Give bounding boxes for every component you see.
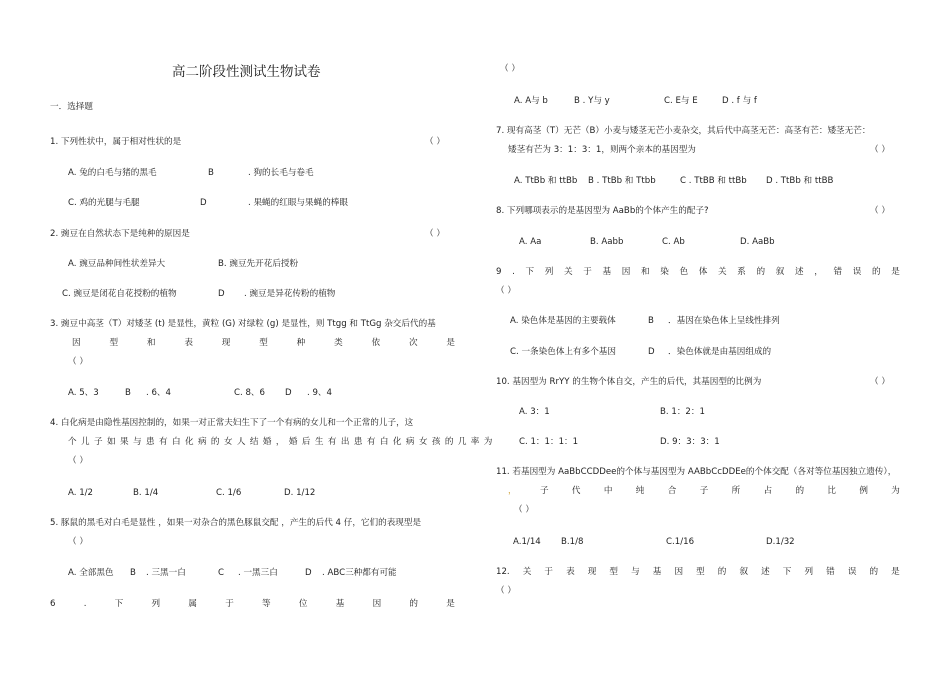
q1-option-b-letter: B <box>208 168 214 178</box>
q3-option-a: A. 5、3 <box>68 388 99 398</box>
q3-word: 表 <box>184 338 193 348</box>
q10-option-d: D. 9：3：3：1 <box>660 437 720 447</box>
q9-word: 错 <box>833 267 843 277</box>
q1-stem: 1. 下列性状中，属于相对性状的是 <box>50 137 182 147</box>
q9-word: 基 <box>602 267 612 277</box>
q11-word: ， <box>508 486 517 496</box>
q6-word: 基 <box>335 599 345 609</box>
q9-word: ， <box>814 267 823 277</box>
q12-word: 型 <box>696 567 705 577</box>
q9-word: 关 <box>717 267 727 277</box>
q11-word: 中 <box>603 486 613 496</box>
q12-word: 列 <box>804 567 814 577</box>
q11-word: 合 <box>667 486 677 496</box>
q12-word: 因 <box>674 567 684 577</box>
q12-word: 下 <box>782 567 792 577</box>
q11-word: 纯 <box>635 486 645 496</box>
q11-option-a: A.1/14 <box>513 537 541 547</box>
q3-stem-justified <box>72 338 455 349</box>
q10-option-b: B. 1：2：1 <box>660 407 705 417</box>
q9-word: . <box>512 267 515 277</box>
page-title: 高二阶段性测试生物试卷 <box>172 64 321 80</box>
q6-word: 属 <box>188 599 197 609</box>
q6-option-d: D . f 与 f <box>722 96 757 106</box>
q9-word: 叙 <box>775 267 785 277</box>
q9-word: 述 <box>794 267 804 277</box>
q5-answer-paren: （ ） <box>68 537 88 547</box>
q2-option-b: B. 豌豆先开花后授粉 <box>218 259 299 269</box>
q9-option-c: C. 一条染色体上有多个基因 <box>510 347 616 357</box>
q6-option-a: A. A与 b <box>514 96 548 106</box>
q11-word: 例 <box>859 486 868 496</box>
q7-option-b: B . TtBb 和 Ttbb <box>588 176 656 186</box>
q5-option-c-letter: C <box>218 568 225 578</box>
q4-option-c: C. 1/6 <box>216 488 242 498</box>
q2-option-d-letter: D <box>218 289 225 299</box>
q2-option-d: . 豌豆是异花传粉的植物 <box>244 289 336 299</box>
q4-option-d: D. 1/12 <box>284 488 316 498</box>
q12-stem-justified <box>496 567 900 578</box>
q9-option-d: ．染色体就是由基因组成的 <box>668 347 772 357</box>
q12-word: 型 <box>609 567 619 577</box>
q11-word: 子 <box>539 486 549 496</box>
q12-word: 错 <box>826 567 835 577</box>
q6-word: 6 <box>50 599 56 609</box>
q3-word: 因 <box>72 338 81 348</box>
q1-option-a: A. 兔的白毛与猪的黑毛 <box>68 168 157 178</box>
q3-word: 现 <box>221 338 231 348</box>
q1-option-d: . 果蝇的红眼与果蝇的棒眼 <box>248 198 348 208</box>
q9-word: 关 <box>563 267 573 277</box>
q10-stem: 10. 基因型为 RrYY 的生物个体自交，产生的后代，其基因型的比例为 <box>496 377 762 387</box>
q8-option-b: B. Aabb <box>590 237 624 247</box>
q3-word: 和 <box>146 338 156 348</box>
q12-word: 于 <box>544 567 554 577</box>
q12-word: 现 <box>587 567 597 577</box>
q9-word: 因 <box>621 267 631 277</box>
q6-word: 下 <box>114 599 124 609</box>
q9-stem-justified <box>496 267 900 278</box>
q2-answer-paren: （ ） <box>425 229 445 239</box>
q6-word: 是 <box>446 599 455 609</box>
q9-word: 下 <box>525 267 535 277</box>
q5-option-b: . 三黑一白 <box>146 568 186 578</box>
q12-word: 与 <box>631 567 640 577</box>
q5-option-c: . 一黑三白 <box>238 568 278 578</box>
q3-word: 类 <box>334 338 343 348</box>
q12-word: 基 <box>652 567 662 577</box>
q8-option-c: C. Ab <box>662 237 685 247</box>
q12-word: 的 <box>869 567 879 577</box>
q9-word: 系 <box>737 267 746 277</box>
q9-option-d-letter: D <box>648 347 655 357</box>
q5-option-d-letter: D <box>305 568 312 578</box>
q8-option-d: D. AaBb <box>740 237 775 247</box>
q1-answer-paren: （ ） <box>425 137 445 147</box>
q7-option-a: A. TtBb 和 ttBb <box>514 176 578 186</box>
q4-option-a: A. 1/2 <box>68 488 94 498</box>
section-heading: 一．选择题 <box>50 102 93 112</box>
q12-word: 关 <box>522 567 532 577</box>
q10-option-c: C. 1：1：1：1 <box>519 437 579 447</box>
q9-word: 染 <box>660 267 669 277</box>
q8-option-a: A. Aa <box>519 237 542 247</box>
q10-answer-paren: （ ） <box>870 377 890 387</box>
q1-option-b: . 狗的长毛与卷毛 <box>248 168 314 178</box>
q3-word: 是 <box>446 338 455 348</box>
q6-word: 列 <box>151 599 161 609</box>
q3-word: 型 <box>259 338 268 348</box>
q3-stem: 3. 豌豆中高茎（T）对矮茎 (t) 是显性，黄粒 (G) 对绿粒 (g) 是显性，则 Ttgg 和 TtGg 杂交后代的基 <box>50 319 436 329</box>
q6-word: 的 <box>409 599 419 609</box>
q3-answer-paren: （ ） <box>68 357 88 367</box>
q8-stem: 8. 下列哪项表示的是基因型为 AaBb的个体产生的配子? <box>496 206 709 216</box>
q1-option-c: C. 鸡的光腿与毛腿 <box>68 198 140 208</box>
q4-answer-paren: （ ） <box>68 456 88 466</box>
q6-word: 位 <box>298 599 308 609</box>
q8-answer-paren: （ ） <box>870 206 890 216</box>
q11-answer-paren: （ ） <box>514 505 534 515</box>
q11-word: 为 <box>891 486 900 496</box>
q4-stem-line2: 个儿子如果与患有白化病的女人结婚，婚后生有出患有白化病女孩的几率为 <box>68 437 497 447</box>
q11-option-d: D.1/32 <box>766 537 795 547</box>
q12-word: 叙 <box>739 567 749 577</box>
q11-option-c: C.1/16 <box>666 537 695 547</box>
q12-word: 误 <box>847 567 857 577</box>
q11-word: 代 <box>571 486 581 496</box>
q3-word: 种 <box>296 338 306 348</box>
q9-option-b: ．基因在染色体上呈线性排列 <box>668 316 780 326</box>
q5-stem: 5. 豚鼠的黑毛对白毛是显性 ，如果一对杂合的黑色豚鼠交配 ，产生的后代 4 仔，它们的表现型是 <box>50 518 422 528</box>
q9-word: 于 <box>583 267 592 277</box>
q6-word: 因 <box>372 599 382 609</box>
q2-option-a: A. 豌豆品种间性状差异大 <box>68 259 166 269</box>
q5-option-d: . ABC三种都有可能 <box>322 568 397 578</box>
q6-stem-justified <box>50 599 455 610</box>
q9-option-b-letter: B <box>648 316 654 326</box>
q5-option-b-letter: B <box>130 568 136 578</box>
q3-word: 次 <box>408 338 418 348</box>
q11-word: 子 <box>699 486 709 496</box>
q9-answer-paren: （ ） <box>496 286 516 296</box>
q6-option-b: B . Y与 y <box>574 96 610 106</box>
q5-option-a: A. 全部黑色 <box>68 568 114 578</box>
q2-stem: 2. 豌豆在自然状态下是纯种的原因是 <box>50 229 190 239</box>
q7-stem-line2: 矮茎有芒为 3：1：3：1，则两个亲本的基因型为 <box>508 145 696 155</box>
q12-word: 的 <box>717 567 727 577</box>
q9-word: 的 <box>871 267 881 277</box>
q1-option-d-letter: D <box>200 198 207 208</box>
q4-option-b: B. 1/4 <box>133 488 159 498</box>
q7-stem: 7. 现有高茎（T）无芒（B）小麦与矮茎无芒小麦杂交，其后代中高茎无芒：高茎有芒：矮茎无芒： <box>496 126 871 136</box>
q11-word: 占 <box>763 486 773 496</box>
q12-word: 是 <box>891 567 900 577</box>
q6-word: 于 <box>225 599 234 609</box>
q3-word: 依 <box>371 338 381 348</box>
q11-stem: 11. 若基因型为 AaBbCCDDee的个体与基因型为 AABbCcDDEe的个体交配（各对等位基因独立遗传）， <box>496 467 897 477</box>
q9-word: 9 <box>496 267 502 277</box>
q9-word: 的 <box>756 267 766 277</box>
q12-word: 表 <box>566 567 575 577</box>
q12-answer-paren: （ ） <box>496 586 516 596</box>
q2-option-c: C. 豌豆是闭花自花授粉的植物 <box>62 289 177 299</box>
q3-option-d-letter: D <box>285 388 292 398</box>
q9-word: 色 <box>679 267 689 277</box>
q9-word: 体 <box>698 267 708 277</box>
q9-word: 是 <box>891 267 900 277</box>
q7-option-c: C . TtBB 和 ttBb <box>680 176 747 186</box>
q6-word: 等 <box>262 599 271 609</box>
q9-option-a: A. 染色体是基因的主要载体 <box>510 316 616 326</box>
q7-option-d: D . TtBb 和 ttBB <box>766 176 834 186</box>
q3-word: 型 <box>109 338 119 348</box>
q6-answer-paren: （ ） <box>500 64 520 74</box>
q10-option-a: A. 3：1 <box>519 407 550 417</box>
q11-stem-justified <box>508 486 900 497</box>
q11-word: 比 <box>827 486 836 496</box>
q9-word: 误 <box>852 267 862 277</box>
q12-word: 12. <box>496 567 510 577</box>
q3-option-d: . 9、4 <box>307 388 332 398</box>
q12-word: 述 <box>761 567 770 577</box>
q11-word: 所 <box>731 486 741 496</box>
q3-option-c: C. 8、6 <box>234 388 265 398</box>
q11-option-b: B.1/8 <box>561 537 584 547</box>
q6-word: . <box>83 599 87 609</box>
q6-option-c: C. E与 E <box>664 96 698 106</box>
q7-answer-paren: （ ） <box>870 145 890 155</box>
q9-word: 列 <box>544 267 554 277</box>
q11-word: 的 <box>795 486 805 496</box>
q9-word: 和 <box>640 267 650 277</box>
q4-stem: 4. 白化病是由隐性基因控制的，如果一对正常夫妇生下了一个有病的女儿和一个正常的儿子，这 <box>50 418 414 428</box>
q3-option-b-letter: B <box>125 388 131 398</box>
q3-option-b: . 6、4 <box>146 388 171 398</box>
